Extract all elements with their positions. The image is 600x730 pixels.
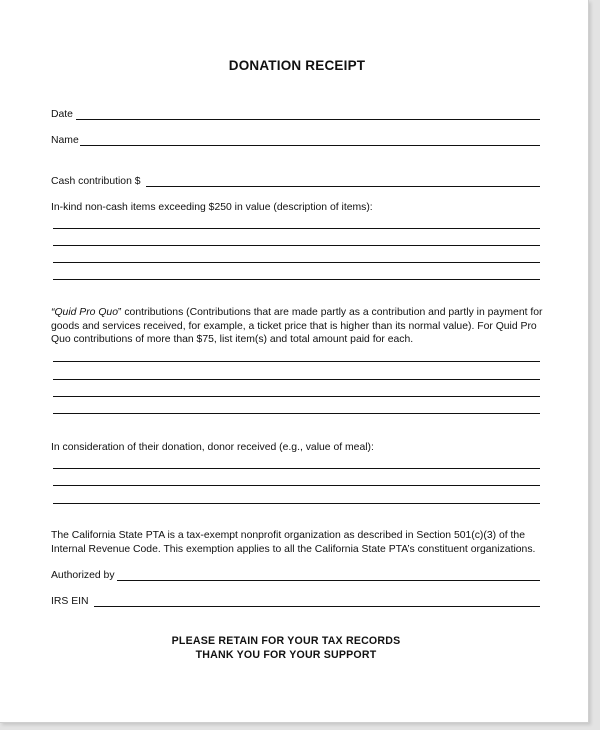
in-kind-label: In-kind non-cash items exceeding $250 in value (description of items): bbox=[51, 202, 373, 213]
quid-pro-quo-line-4[interactable] bbox=[53, 413, 540, 414]
in-kind-line-4[interactable] bbox=[53, 279, 540, 280]
quid-pro-quo-term: “Quid Pro Quo bbox=[51, 307, 118, 318]
consideration-label: In consideration of their donation, donor received (e.g., value of meal): bbox=[51, 442, 374, 453]
date-line[interactable] bbox=[76, 119, 540, 120]
date-label: Date bbox=[51, 109, 73, 120]
footer-thank-you: THANK YOU FOR YOUR SUPPORT bbox=[195, 649, 377, 661]
consideration-line-3[interactable] bbox=[53, 503, 540, 504]
quid-pro-quo-text: ” contributions (Contributions that are made partly as a contribution and partly in payment for goods and services received, for example, a ticket price that is higher than its normal value). For Quid Pro Quo contributions of more than $75, list item(s) and total amount paid for each. bbox=[51, 307, 543, 346]
name-label: Name bbox=[51, 135, 79, 146]
quid-pro-quo-line-1[interactable] bbox=[53, 361, 540, 362]
in-kind-line-2[interactable] bbox=[53, 245, 540, 246]
quid-pro-quo-paragraph bbox=[51, 306, 543, 347]
name-line[interactable] bbox=[80, 145, 540, 146]
authorized-by-line[interactable] bbox=[117, 580, 540, 581]
in-kind-line-3[interactable] bbox=[53, 262, 540, 263]
cash-contribution-label: Cash contribution $ bbox=[51, 176, 141, 187]
consideration-line-1[interactable] bbox=[53, 468, 540, 469]
consideration-line-2[interactable] bbox=[53, 485, 540, 486]
cash-contribution-line[interactable] bbox=[146, 186, 540, 187]
irs-ein-line[interactable] bbox=[94, 606, 540, 607]
irs-ein-label: IRS EIN bbox=[51, 596, 89, 607]
document-title: DONATION RECEIPT bbox=[228, 58, 366, 73]
authorized-by-label: Authorized by bbox=[51, 570, 115, 581]
quid-pro-quo-line-2[interactable] bbox=[53, 379, 540, 380]
footer-retain-records: PLEASE RETAIN FOR YOUR TAX RECORDS bbox=[171, 635, 401, 647]
quid-pro-quo-line-3[interactable] bbox=[53, 396, 540, 397]
pta-statement: The California State PTA is a tax-exempt nonprofit organization as described in Section 501(c)(3) of the Internal Revenue Code. This exemption applies to all the California State PTA’s constituent organizations. bbox=[51, 530, 536, 555]
in-kind-line-1[interactable] bbox=[53, 228, 540, 229]
